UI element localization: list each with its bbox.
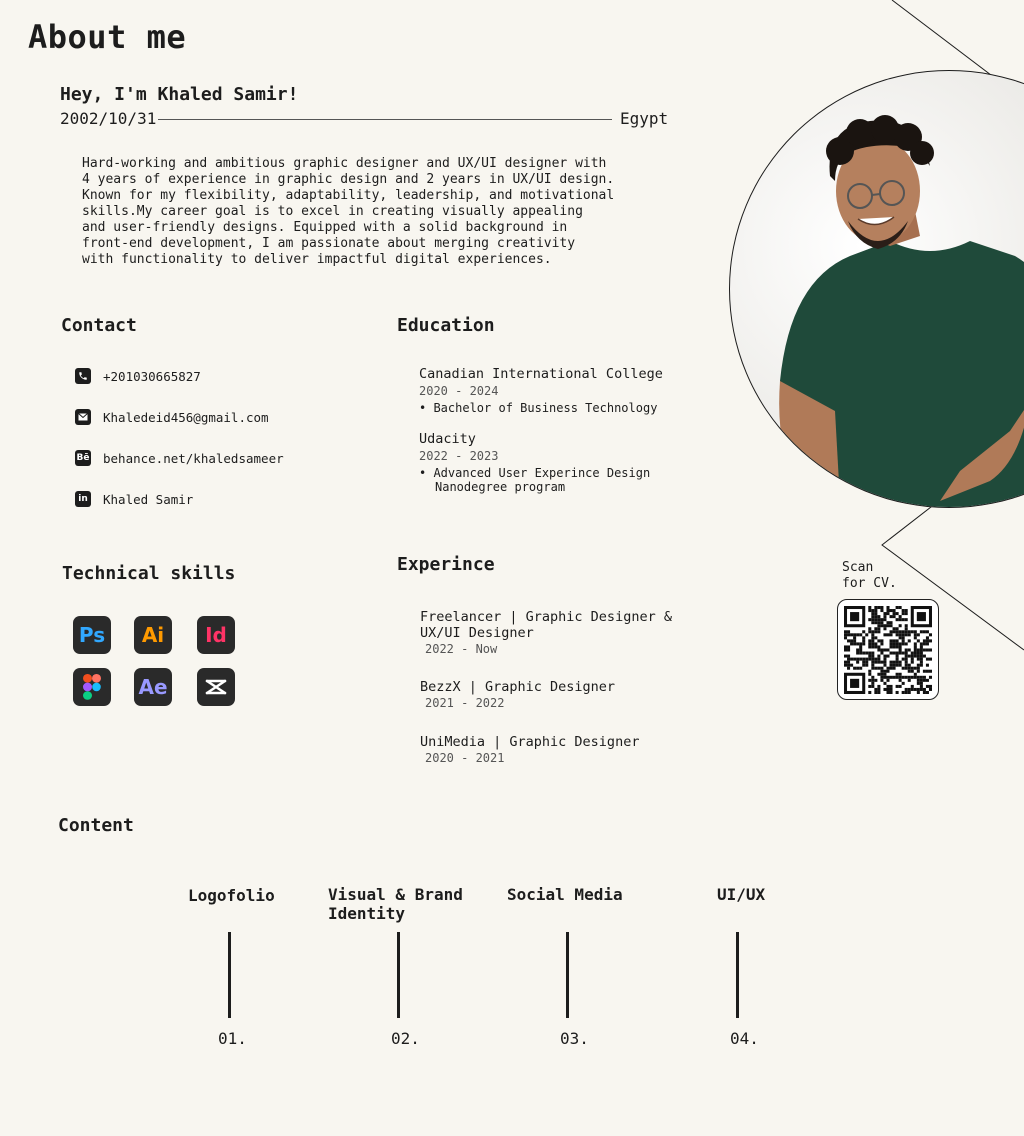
education-school: Udacity (419, 431, 476, 447)
content-heading: Content (58, 815, 134, 836)
contact-email-text: Khaledeid456@gmail.com (103, 409, 269, 425)
education-item (419, 366, 679, 415)
category-number: 03. (560, 1029, 589, 1048)
education-heading: Education (397, 315, 495, 336)
category-line (736, 932, 739, 1018)
experience-role: BezzX | Graphic Designer (420, 679, 616, 695)
greeting-heading: Hey, I'm Khaled Samir! (60, 84, 299, 105)
education-degree: • Bachelor of Business Technology (419, 401, 658, 415)
location-text: Egypt (620, 109, 669, 128)
divider-line (158, 119, 612, 120)
education-years: 2020 - 2024 (419, 384, 499, 398)
content-category-logofolio[interactable]: Logofolio (188, 886, 275, 905)
contact-behance-text: behance.net/khaledsameer (103, 450, 284, 466)
contact-item-email[interactable] (75, 409, 269, 425)
content-category-social-media[interactable]: Social Media (507, 885, 623, 904)
birth-date: 2002/10/31 (60, 109, 157, 128)
indesign-icon: Id (197, 616, 235, 654)
behance-icon: Bē (75, 450, 91, 466)
education-years: 2022 - 2023 (419, 449, 499, 463)
experience-item (420, 734, 680, 765)
figma-icon (73, 668, 111, 706)
education-item (419, 431, 679, 494)
linkedin-icon: in (75, 491, 91, 507)
experience-years: 2022 - Now (425, 642, 498, 656)
qr-code[interactable] (837, 599, 939, 700)
experience-item (420, 679, 680, 710)
content-category-brand-identity[interactable]: Visual & Brand Identity (328, 885, 463, 923)
phone-icon (75, 368, 91, 384)
qr-label: Scan for CV. (842, 560, 897, 591)
contact-phone-text: +201030665827 (103, 368, 201, 384)
category-line (566, 932, 569, 1018)
category-number: 01. (218, 1029, 247, 1048)
experience-item (420, 609, 680, 656)
education-degree: • Advanced User Experince Design Nanodegree program (419, 466, 651, 494)
contact-linkedin-text: Khaled Samir (103, 491, 194, 507)
qr-code-graphic (844, 606, 932, 694)
experience-role: UniMedia | Graphic Designer (420, 734, 640, 750)
skills-heading: Technical skills (62, 563, 236, 584)
experience-years: 2021 - 2022 (425, 696, 505, 710)
illustrator-icon: Ai (134, 616, 172, 654)
capcut-icon (197, 668, 235, 706)
content-category-uiux[interactable]: UI/UX (717, 885, 766, 904)
bio-paragraph: Hard-working and ambitious graphic designer and UX/UI designer with 4 years of experience in graphic design and 2 years in UX/UI design. Known for my flexibility, adaptability, leadership, and motivational skills.My career goal is to excel in creating visually appealing and user-friendly designs. Equipped with a solid background in front-end development, I am passionate about merging creativity with functionality to deliver impactful digital experiences. (82, 156, 615, 267)
contact-item-behance[interactable] (75, 450, 284, 466)
contact-item-phone[interactable] (75, 368, 201, 384)
contact-heading: Contact (61, 315, 137, 336)
category-line (397, 932, 400, 1018)
education-school: Canadian International College (419, 366, 663, 382)
contact-item-linkedin[interactable] (75, 491, 193, 507)
category-line (228, 932, 231, 1018)
experience-role: Freelancer | Graphic Designer & UX/UI Designer (420, 609, 672, 641)
experience-years: 2020 - 2021 (425, 751, 505, 765)
after-effects-icon: Ae (134, 668, 172, 706)
category-number: 04. (730, 1029, 759, 1048)
photoshop-icon: Ps (73, 616, 111, 654)
page-title: About me (28, 18, 187, 56)
experience-heading: Experince (397, 554, 495, 575)
mail-icon (75, 409, 91, 425)
category-number: 02. (391, 1029, 420, 1048)
